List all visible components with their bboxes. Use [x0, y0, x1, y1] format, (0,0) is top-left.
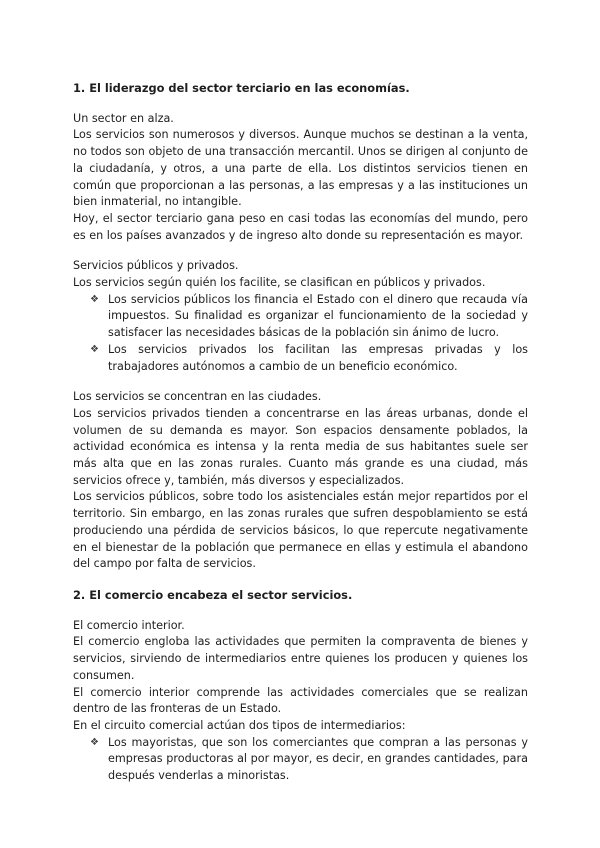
list-item — [90, 342, 528, 375]
list-item — [90, 735, 528, 785]
paragraph: El comercio interior comprende las actividades comerciales que se realizan dentro de las fronteras de un Estado. — [73, 685, 528, 716]
paragraph: Hoy, el sector terciario gana peso en casi todas las economías del mundo, pero es en los países avanzados y de ingreso alto donde su representación es mayor. — [73, 211, 528, 242]
section-2-heading: 2. El comercio encabeza el sector servicios. — [73, 587, 353, 602]
list-item-text: Los mayoristas, que son los comerciantes que compran a las personas y empresas productoras al por mayor, es decir, en grandes cantidades, para después venderlas a minoristas. — [108, 735, 528, 783]
subsection-title-ciudades: Los servicios se concentran en las ciudades. — [73, 390, 322, 404]
diamond-bullet-icon: ❖ — [90, 293, 99, 305]
bullet-list — [73, 292, 528, 376]
paragraph: Los servicios privados tienden a concentrarse en las áreas urbanas, donde el volumen de su demanda es mayor. Son espacios densamente poblados, la actividad económica es intensa y la renta media de sus habitantes suele ser más alta que en las zonas rurales. Cuanto más grande es una ciudad, más servicios ofrece y, también, más diversos y especializados. — [73, 406, 528, 487]
subsection-title-comercio-interior: El comercio interior. — [73, 618, 185, 632]
paragraph: En el circuito comercial actúan dos tipos de intermediarios: — [73, 718, 406, 732]
diamond-bullet-icon: ❖ — [90, 736, 99, 748]
bullet-list — [73, 735, 528, 785]
paragraph: Los servicios son numerosos y diversos. Aunque muchos se destinan a la venta, no todos son objeto de una transacción mercantil. Unos se dirigen al conjunto de la ciudadanía, y otros, a una parte de ella. Los distintos servicios tienen en común que proporcionan a las personas, a las empresas y a las instituciones un bien inmaterial, no intangible. — [73, 128, 528, 209]
subsection-title-sector-en-alza: Un sector en alza. — [73, 111, 174, 125]
paragraph: Los servicios públicos, sobre todo los asistenciales están mejor repartidos por el territorio. Sin embargo, en las zonas rurales que sufren despoblamiento se está produciendo una pérdida de servicios básicos, lo que repercute negativamente en el bienestar de la población que permanece en ellas y estimula el abandono del campo por falta de servicios. — [73, 490, 528, 571]
document-content — [73, 80, 528, 785]
paragraph: Los servicios según quién los facilite, se clasifican en públicos y privados. — [73, 276, 486, 290]
list-item — [90, 292, 528, 342]
list-item-text: Los servicios públicos los financia el Estado con el dinero que recauda vía impuestos. Su finalidad es organizar el funcionamiento de la sociedad y satisfacer las necesidades básicas de la población sin ánimo de lucro. — [108, 292, 528, 340]
section-1-heading: 1. El liderazgo del sector terciario en las economías. — [73, 81, 410, 95]
subsection-title-servicios-publicos-privados: Servicios públicos y privados. — [73, 259, 239, 273]
list-item-text: Los servicios privados los facilitan las empresas privadas y los trabajadores autónomos a cambio de un beneficio económico. — [108, 342, 528, 373]
diamond-bullet-icon: ❖ — [90, 343, 99, 355]
paragraph: El comercio engloba las actividades que permiten la compraventa de bienes y servicios, sirviendo de intermediarios entre quienes los producen y quienes los consumen. — [73, 635, 528, 682]
